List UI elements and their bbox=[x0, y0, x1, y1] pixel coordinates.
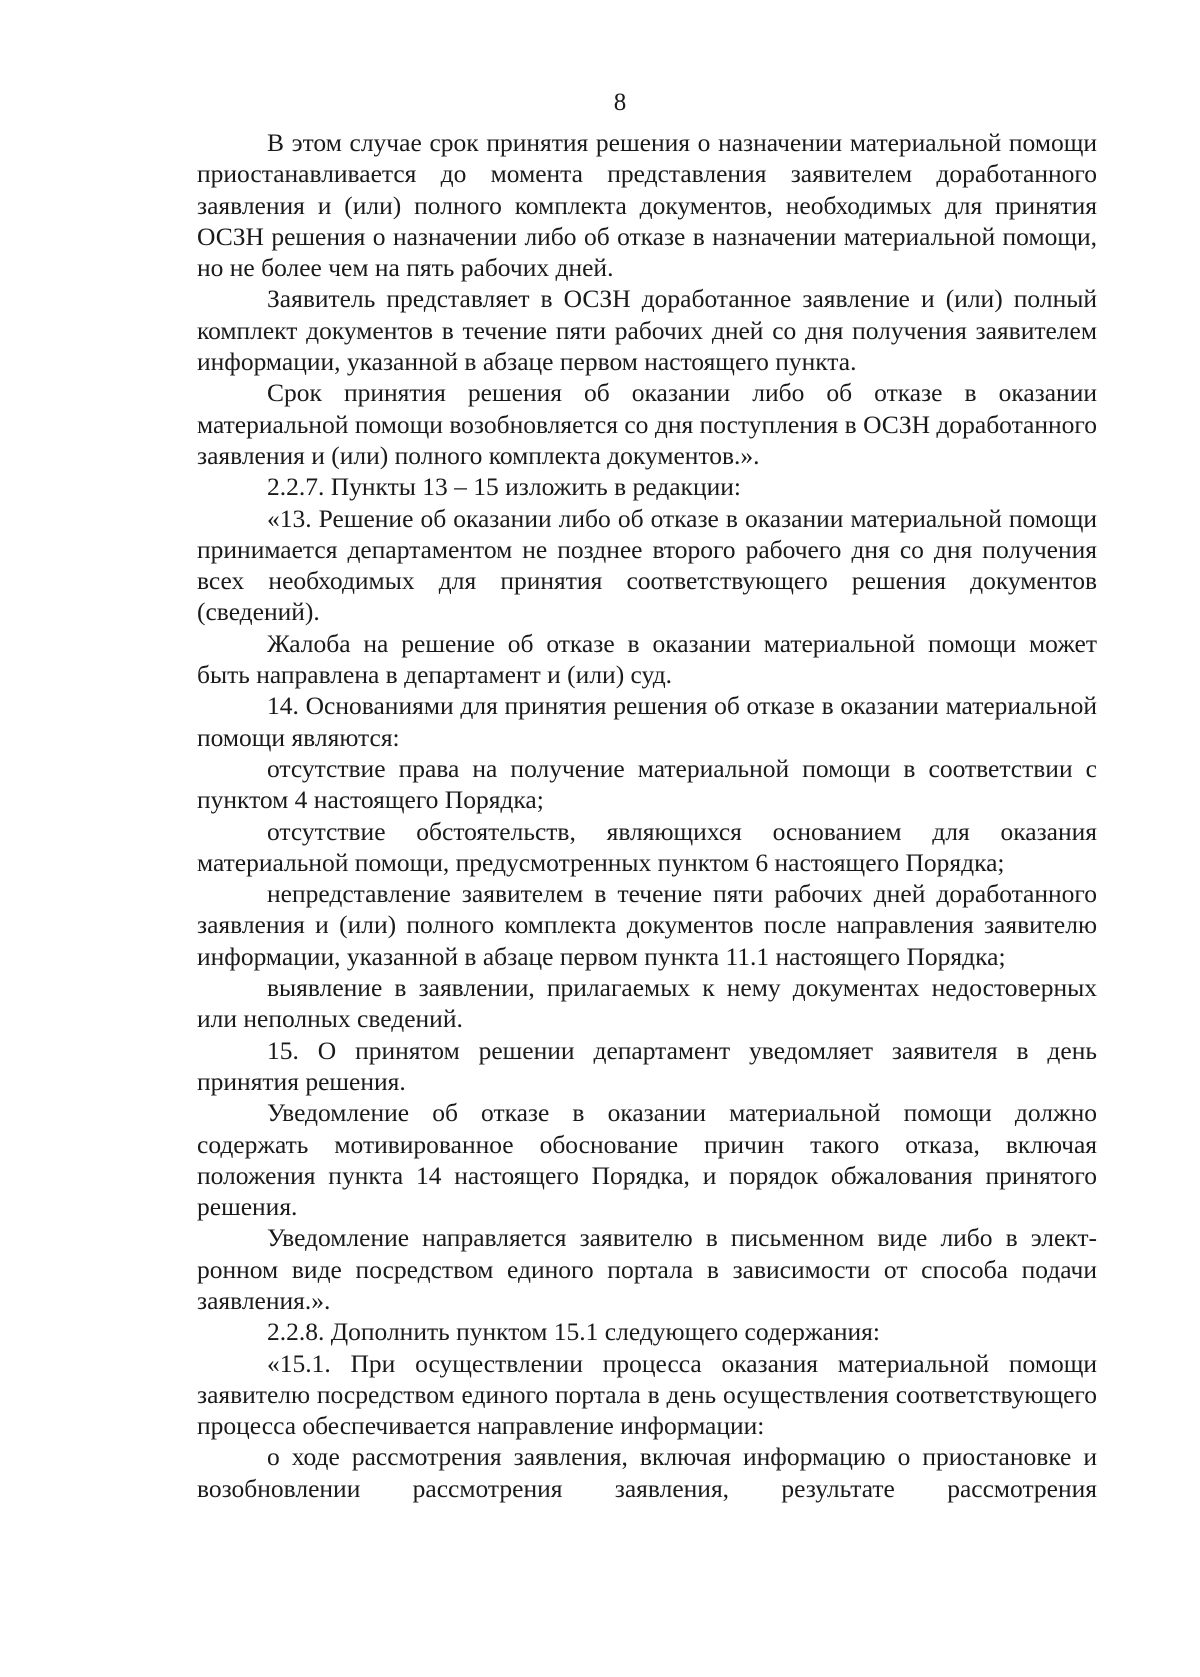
paragraph-item-15-1: «15.1. При осуществлении процесса оказания материальной помощи заявителю посредством единого портала в день осуществления соответствующего процесса обеспечивается направление информации: bbox=[197, 1348, 1097, 1441]
paragraph-applicant-submits-documents: Заявитель представляет в ОСЗН доработанное заявление и (или) полный комплект документов в течение пяти рабочих дней со дня получения заявителем информации, указанной в абзаце первом настоящего пункта. bbox=[197, 284, 1097, 377]
paragraph-suspension-of-decision: В этом случае срок принятия решения о назначении материальной помощи приостанавливается до момента представления заявителем доработанного заявления и (или) полного комплекта документов, необходимых для принятия ОСЗН решения о назначении либо об отказе в назначении материальной помощи, но не более чем на пять рабочих дней. bbox=[197, 128, 1097, 283]
paragraph-item-13: «13. Решение об оказании либо об отказе в оказании материальной помощи принимается департаментом не позднее второго рабочего дня со дня получения всех необходимых для принятия соответствующего решения документов (сведений). bbox=[197, 503, 1097, 627]
page-number: 8 bbox=[613, 89, 627, 116]
paragraph-clause-2-2-7: 2.2.7. Пункты 13 – 15 изложить в редакции: bbox=[267, 472, 741, 502]
paragraph-refusal-notice: Уведомление об отказе в оказании материальной помощи должно содержать мотивированное обоснование причин такого отказа, включая положения пункта 14 настоящего Порядка, и порядок обжалования принятого решения. bbox=[197, 1098, 1097, 1222]
paragraph-complaint: Жалоба на решение об отказе в оказании материальной помощи может быть направлена в департамент и (или) суд. bbox=[197, 628, 1097, 690]
paragraph-clause-2-2-8: 2.2.8. Дополнить пунктом 15.1 следующего содержания: bbox=[267, 1317, 880, 1347]
paragraph-progress-info: о ходе рассмотрения заявления, включая информацию о приостановке и возобновлении рассмотрения заявления, результате рассмотрения bbox=[197, 1442, 1097, 1503]
paragraph-ground-no-right: отсутствие права на получение материальной помощи в соответствии с пунктом 4 настоящего Порядка; bbox=[197, 753, 1097, 815]
paragraph-item-15: 15. О принятом решении департамент уведомляет заявителя в день принятия решения. bbox=[197, 1035, 1097, 1096]
paragraph-decision-resumed: Срок принятия решения об оказании либо об отказе в оказании материальной помощи возобновляется со дня поступления в ОСЗН доработанного заявления и (или) полного комплекта документов.». bbox=[197, 378, 1097, 470]
paragraph-item-14: 14. Основаниями для принятия решения об отказе в оказании материальной помощи являются: bbox=[197, 691, 1097, 752]
paragraph-ground-no-circumstances: отсутствие обстоятельств, являющихся основанием для оказания материальной помощи, предусмотренных пунктом 6 настоящего Порядка; bbox=[197, 816, 1097, 877]
paragraph-ground-false-info: выявление в заявлении, прилагаемых к нему документах недостоверных или неполных сведений. bbox=[197, 973, 1097, 1034]
paragraph-notice-delivery: Уведомление направляется заявителю в письменном виде либо в электронном виде посредством единого портала в зависимости от способа подачи заявления.». bbox=[197, 1223, 1097, 1315]
document-body bbox=[197, 127, 1097, 1504]
paragraph-ground-not-submitted: непредставление заявителем в течение пяти рабочих дней доработанного заявления и (или) полного комплекта документов после направления заявителю информации, указанной в абзаце первом пункта 11.1 настоящего Порядка; bbox=[197, 879, 1097, 971]
